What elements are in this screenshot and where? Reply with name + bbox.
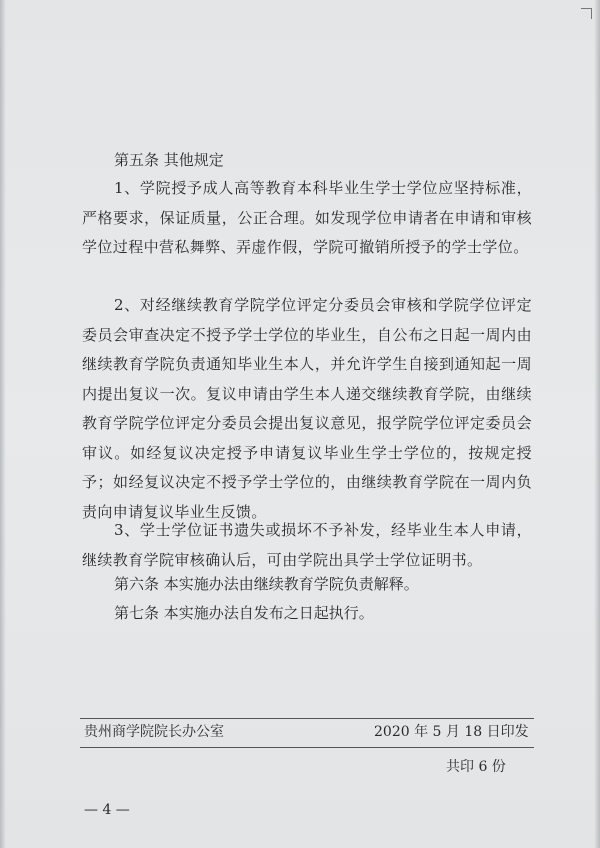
article7: 第七条 本实施办法自发布之日起执行。 [114,604,374,622]
footer-copies: 共印 6 份 [446,759,506,775]
article5-item1: 1、学院授予成人高等教育本科毕业生学士学位应坚持标准，严格要求，保证质量，公正合理。如发现学位申请者在申请和审核学位过程中营私舞弊、弄虚作假，学院可撤销所授予的学士学位。 [82,179,532,256]
page-number: — 4 — [84,802,130,818]
footer-date: 2020 年 5 月 18 日印发 [374,724,529,740]
article5-item2: 2、对经继续教育学院学位评定分委员会审核和学院学位评定委员会审查决定不授予学士学位的毕业生，自公布之日起一周内由继续教育学院负责通知毕业生本人，并允许学生自接到通知起一周内提出复议一次。复议申请由学生本人递交继续教育学院，由继续教育学院学位评定分委员会提出复议意见，报学院学位评定委员会审议。如经复议决定授予申请复议毕业生学士学位的，按规定授予；如经复议决定不授予学士学位的，由继续教育学院在一周内负责向申请复议毕业生反馈。 [82,296,532,521]
footer-issuer: 贵州商学院院长办公室 [84,724,224,740]
article5-item3: 3、学士学位证书遗失或损坏不予补发，经毕业生本人申请，继续教育学院审核确认后，可由学院出具学士学位证明书。 [82,521,532,569]
scan-edge-right [594,0,600,848]
article5-header: 第五条 其他规定 [114,151,224,169]
article6: 第六条 本实施办法由继续教育学院负责解释。 [114,575,419,593]
scan-edge-left [0,0,6,848]
footer-rule-bottom [80,747,534,748]
corner-mark [581,8,592,19]
footer-rule-top [80,718,534,719]
